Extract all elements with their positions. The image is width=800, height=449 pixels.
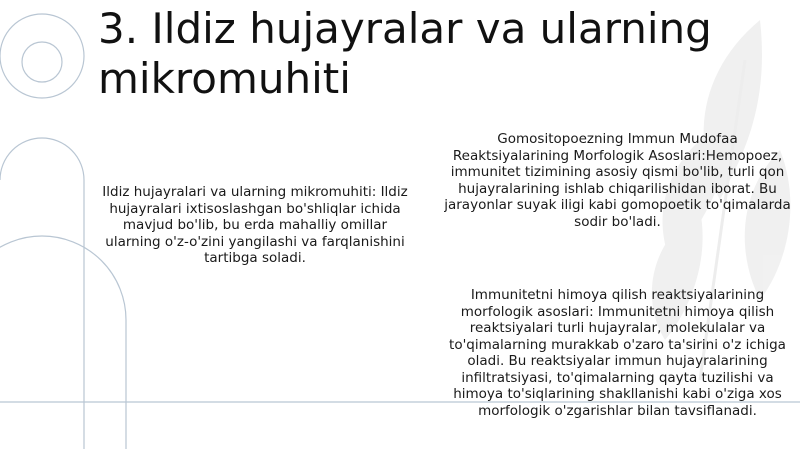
left-text-block: Ildiz hujayralari va ularning mikromuhiti: Ildiz hujayralari ixtisoslashgan bo'shliqlar ichida mavjud bo'lib, bu erda mahalliy omillar ularning o'z-o'zini yangilashi va farqlanishini tartibga soladi.: [102, 184, 408, 266]
slide-title: 3. Ildiz hujayralar va ularning mikromuhiti: [98, 4, 712, 103]
right-bottom-text-block: Immunitetni himoya qilish reaktsiyalarining morfologik asoslari: Immunitetni himoya qilish reaktsiyalari turli hujayralar, molekulalar va to'qimalarning murakkab o'zaro ta'sirini o'z ichiga oladi. Bu reaktsiyalar immun hujayralarining infiltratsiyasi, to'qimalarning qayta tuzilishi va himoya to'siqlarining shakllanishi kabi o'ziga xos morfologik o'zgarishlar bilan tavsiflanadi.: [449, 287, 786, 419]
outline-circle-small: [22, 42, 62, 82]
right-top-text-block: Gomositopoezning Immun Mudofaa Reaktsiyalarining Morfologik Asoslari:Hemopoez, immunitet tizimining asosiy qismi bo'lib, turli qon hujayralarining ishlab chiqarilishidan iborat. Bu jarayonlar suyak iligi kabi gomopoetik to'qimalarda sodir bo'ladi.: [444, 131, 791, 230]
outline-arch-large: [0, 236, 126, 449]
outline-circle-large: [0, 14, 84, 98]
outline-arch-top: [0, 138, 84, 180]
